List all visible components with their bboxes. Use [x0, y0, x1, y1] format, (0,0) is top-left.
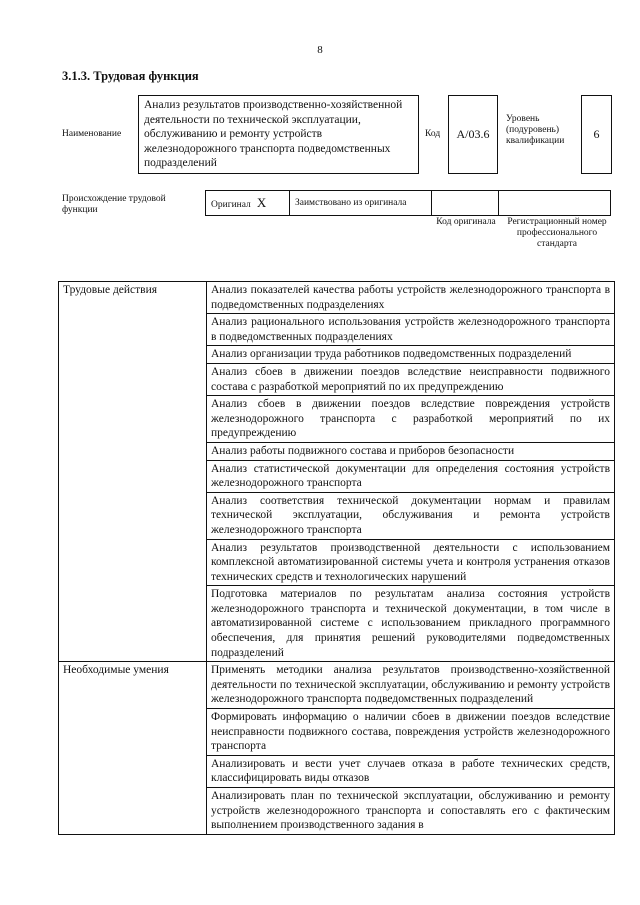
table-row	[59, 282, 615, 314]
code-label: Код	[425, 129, 441, 139]
group-item: Анализ организации труда работников подведомственных подразделений	[207, 346, 615, 364]
origin-original-label: Оригинал	[211, 200, 251, 210]
origin-code-cell	[432, 191, 499, 216]
group-title: Необходимые умения	[59, 662, 207, 835]
group-item: Анализ статистической документации для определения состояния устройств железнодорожного транспорта	[207, 460, 615, 492]
function-name-box: Анализ результатов производственно-хозяйственной деятельности по технической эксплуатации, обслуживанию и ремонту устройств железнодорожного транспорта подведомственных подразделений	[138, 95, 419, 174]
group-item: Анализ работы подвижного состава и приборов безопасности	[207, 442, 615, 460]
group-item: Анализировать план по технической эксплуатации, обслуживанию и ремонту устройств железнодорожного транспорта и сопоставлять его с фактическим выполнением производственного задания в	[207, 788, 615, 835]
level-value-box: 6	[581, 95, 612, 174]
origin-original-cell	[206, 191, 290, 216]
group-item: Анализировать и вести учет случаев отказа в работе технических средств, классифицировать виды отказов	[207, 755, 615, 787]
table-row	[59, 662, 615, 709]
group-item: Анализ результатов производственной деятельности с использованием комплексной автоматизированной системы учета и контроля устранения отказов технических средств и технологических нарушений	[207, 539, 615, 586]
functions-table	[58, 281, 615, 835]
origin-code-caption: Код оригинала	[436, 217, 496, 227]
group-title: Трудовые действия	[59, 282, 207, 662]
group-item: Формировать информацию о наличии сбоев в движении поездов вследствие неисправности подвижного состава, повреждения устройств железнодорожного транспорта	[207, 709, 615, 756]
section-title: 3.1.3. Трудовая функция	[62, 69, 199, 83]
group-item: Анализ сбоев в движении поездов вследствие неисправности подвижного состава с разработкой мероприятий по их предупреждению	[207, 363, 615, 395]
origin-reg-caption: Регистрационный номер профессионального стандарта	[507, 217, 607, 249]
group-item: Анализ соответствия технической документации нормам и правилам технической эксплуатации, обслуживания и ремонта устройств железнодорожного транспорта	[207, 492, 615, 539]
name-label: Наименование	[62, 129, 122, 139]
group-item: Подготовка материалов по результатам анализа состояния устройств железнодорожного транспорта и технической документации, в том числе в автоматизированной системе с использованием прикладного программного обеспечения, для принятия решений руководителями подведомственных подразделений	[207, 586, 615, 662]
origin-original-mark: X	[256, 195, 267, 210]
origin-table	[205, 190, 611, 216]
group-item: Анализ рационального использования устройств железнодорожного транспорта в подведомственных подразделениях	[207, 314, 615, 346]
level-label: Уровень (подуровень) квалификации	[506, 114, 565, 146]
code-value-box: A/03.6	[448, 95, 498, 174]
group-item: Анализ показателей качества работы устройств железнодорожного транспорта в подведомственных подразделениях	[207, 282, 615, 314]
origin-label: Происхождение трудовой функции	[62, 194, 166, 215]
page-number: 8	[317, 44, 323, 56]
group-item: Анализ сбоев в движении поездов вследствие повреждения устройств железнодорожного транспорта с разработкой мероприятий по их предупреждению	[207, 396, 615, 443]
group-item: Применять методики анализа результатов производственно-хозяйственной деятельности по технической эксплуатации, обслуживанию и ремонту устройств железнодорожного транспорта подведомственных подразделений	[207, 662, 615, 709]
origin-borrowed-cell: Заимствовано из оригинала	[290, 191, 432, 216]
origin-reg-cell	[499, 191, 611, 216]
